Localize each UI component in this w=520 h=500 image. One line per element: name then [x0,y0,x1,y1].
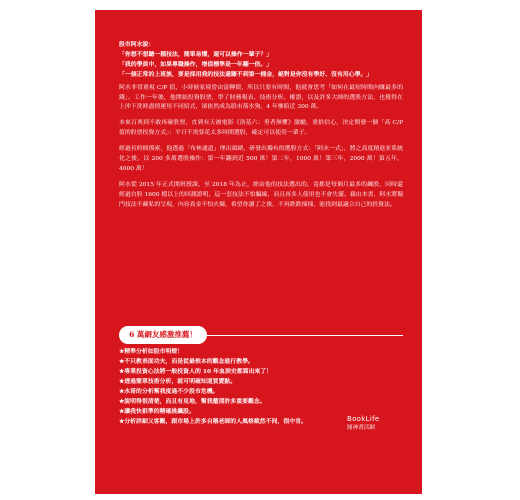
star-icon: ★ [119,398,125,405]
recommend-text: 讓我快狠準的精確挑飆股。 [124,408,195,415]
quote-2: 「我的學員中，如果專職操作，增值標準是一年翻一倍。」 [119,60,273,68]
quote-3: 「一個正常的上班族，要是採用我的技法還賺不到第一桶金，絕對是你沒有學好、沒有用心學。」 [119,70,373,78]
recommend-text: 精準分析如股市明燈！ [124,348,184,355]
star-icon: ★ [119,348,125,355]
publisher-name-en: BookLife [347,415,380,423]
paragraph-background: 阿水非常重視 C/P 值，小時候家境曾由富轉債，所以只要有時間，他就會思考「如何在最短時間內賺最多的錢」。工作一年後，他開始投資股票，學了財務報表、技術分析、權證，以及許多大師的選股方法，也獲得在上沖下洗時盡情運用不同招式，卻依然成為股市落水狗，4 年慘賠近 300 萬。 [119,84,403,111]
paragraph-method: 經過長時間摸索，他透過「布林通道」理出頭緒，研發出獨有的選股方式：「阿水一式」，將之高度精進並系統化之後，以 200 多萬選股操作：第一年翻到近 500 萬！第二年，1000 萬！第三年，2000 萬！第五年，4000 萬！ [119,146,403,172]
paragraph-teaching: 阿水從 2015 年正式開班授課，至 2018 年為止，經由他的技法選出的，竟都是每個月最多的飆股，同時還經過台股 1600 檔以上的回測證明，這一套技法不怕騙線，而且再多人使用也不會失靈。藉由本書，阿水將獨門技法不藏私的呈現，內容真金不怕火煉，希望你讀了之後，不再跌跌撞撞，能找到最適合自己的投資法。 [119,181,403,208]
book-back-cover [95,10,422,494]
recommend-text: 不只教表面功夫，而是從最根本的觀念進行教學。 [124,358,254,365]
star-icon: ★ [119,388,125,395]
intro-heading: 股市阿水說： [119,41,155,48]
publisher-logo [347,415,393,432]
recommend-badge: 6 萬網友感激推薦！ [119,326,207,344]
badge-divider [203,335,403,336]
cover-text-block [119,40,403,211]
star-icon: ★ [119,418,125,425]
list-item [119,357,341,367]
recommend-text: 水哥的分析幫我度過不少股市危機。 [124,388,219,395]
star-icon: ★ [119,358,125,365]
list-item [119,367,341,377]
star-icon: ★ [119,378,125,385]
recommend-list [119,347,341,427]
list-item [119,407,341,417]
recommend-text: 說明得很清楚，而且有見地，幫我釐清許多重要觀念。 [124,398,266,405]
list-item [119,347,341,357]
star-icon: ★ [119,368,125,375]
recommend-text: 分析詳細又客觀，跟市場上許多自稱老師的人風格截然不同，很中肯。 [124,418,307,425]
list-item [119,387,341,397]
recommend-text: 專業投資心法將一般投資人的 10 年血淚史都寫出來了！ [124,368,273,375]
list-item [119,417,341,427]
quote-1: 「你想不想聽一種技法，簡單易懂，還可以操作一輩子？」 [119,50,273,58]
publisher-name-zh: 圓神書活網 [347,425,375,431]
star-icon: ★ [119,408,125,415]
recommend-text: 透過簡單技術分析，就可明確知道買賣點。 [124,378,237,385]
paragraph-motivation: 本來百喪到不敢再碰股票，直到有天被電影《洛基六：勇者無懼》激勵，重拾信心，決定開發一個「高 C/P 值的股票投資方式」：平日不需要花太多時間選股，確定可以使用一輩子。 [119,120,403,137]
list-item [119,397,341,407]
list-item [119,377,341,387]
